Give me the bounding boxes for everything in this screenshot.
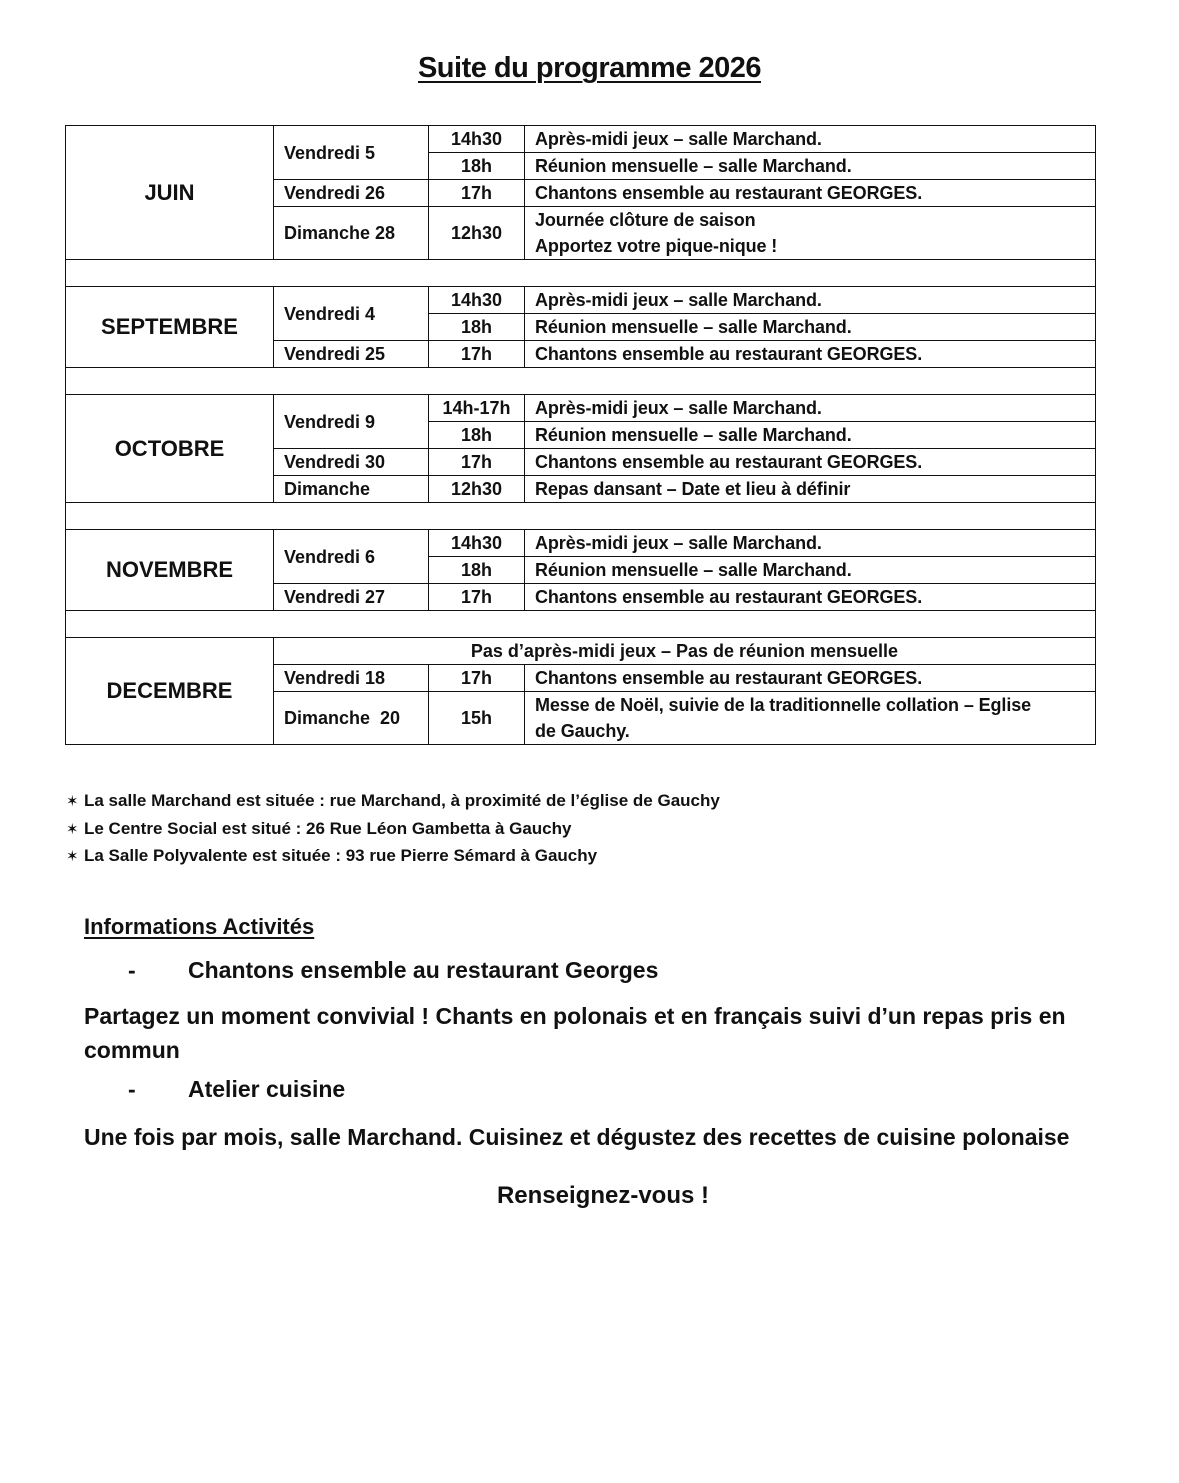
activity-cell: Après-midi jeux – salle Marchand. (525, 395, 1096, 422)
info-heading-text: Chantons ensemble au restaurant Georges (188, 957, 659, 983)
time-cell: 14h30 (429, 126, 525, 153)
info-section-title: Informations Activités (84, 914, 315, 939)
time-cell: 18h (429, 422, 525, 449)
activity-cell: Repas dansant – Date et lieu à définir (525, 476, 1096, 503)
program-table (65, 125, 1096, 745)
spacer-row (66, 503, 1096, 530)
activity-cell: Après-midi jeux – salle Marchand. (525, 126, 1096, 153)
footnote-item (66, 788, 720, 816)
activity-cell: Chantons ensemble au restaurant GEORGES. (525, 341, 1096, 368)
page-title-text: Suite du programme 2026 (417, 52, 762, 84)
table-row (66, 530, 1096, 557)
activity-cell: Chantons ensemble au restaurant GEORGES. (525, 584, 1096, 611)
activity-cell: Après-midi jeux – salle Marchand. (525, 530, 1096, 557)
page-title (0, 52, 1179, 85)
time-cell: 14h30 (429, 530, 525, 557)
activity-cell (525, 207, 1096, 260)
info-item-heading (128, 957, 658, 984)
info-item-heading (128, 1076, 345, 1103)
activity-cell: Après-midi jeux – salle Marchand. (525, 287, 1096, 314)
day-cell: Vendredi 6 (274, 530, 429, 584)
month-label: DECEMBRE (66, 638, 274, 745)
footnote-text: Le Centre Social est situé : 26 Rue Léon Gambetta à Gauchy (84, 818, 572, 838)
dash-bullet-icon: - (128, 1076, 136, 1102)
activity-cell: Réunion mensuelle – salle Marchand. (525, 557, 1096, 584)
asterisk-icon: ✶ (66, 848, 79, 865)
info-item-text: Partagez un moment convivial ! Chants en polonais et en français suivi d’un repas pris en commun (84, 1003, 1066, 1063)
time-cell: 18h (429, 314, 525, 341)
time-cell: 17h (429, 584, 525, 611)
activity-cell: Chantons ensemble au restaurant GEORGES. (525, 665, 1096, 692)
info-heading-text: Atelier cuisine (188, 1076, 346, 1102)
table-row (66, 638, 1096, 665)
day-cell: Vendredi 9 (274, 395, 429, 449)
month-label: JUIN (66, 126, 274, 260)
activity-cell: Chantons ensemble au restaurant GEORGES. (525, 180, 1096, 207)
activity-cell: Réunion mensuelle – salle Marchand. (525, 314, 1096, 341)
activity-line: Apportez votre pique-nique ! (535, 236, 778, 256)
day-cell: Vendredi 26 (274, 180, 429, 207)
asterisk-icon: ✶ (66, 793, 79, 810)
day-cell: Vendredi 4 (274, 287, 429, 341)
month-label: SEPTEMBRE (66, 287, 274, 368)
day-cell: Vendredi 5 (274, 126, 429, 180)
time-cell: 12h30 (429, 207, 525, 260)
activity-line: Journée clôture de saison (535, 210, 756, 230)
spacer-row (66, 260, 1096, 287)
table-row (66, 126, 1096, 153)
table-row (66, 395, 1096, 422)
spacer-row (66, 368, 1096, 395)
day-cell: Dimanche 20 (274, 692, 429, 745)
closing-call-to-action: Renseignez-vous ! (496, 1182, 710, 1209)
time-cell: 14h-17h (429, 395, 525, 422)
month-label: NOVEMBRE (66, 530, 274, 611)
day-cell: Dimanche (274, 476, 429, 503)
activity-line: Messe de Noël, suivie de la traditionnelle collation – Eglise (535, 695, 1032, 715)
activity-cell: Chantons ensemble au restaurant GEORGES. (525, 449, 1096, 476)
day-cell: Vendredi 18 (274, 665, 429, 692)
time-cell: 17h (429, 449, 525, 476)
venue-footnotes (66, 788, 720, 871)
time-cell: 17h (429, 341, 525, 368)
table-row (66, 287, 1096, 314)
footnote-text: La salle Marchand est située : rue Marchand, à proximité de l’église de Gauchy (84, 791, 720, 810)
day-cell: Vendredi 27 (274, 584, 429, 611)
activity-cell (525, 692, 1096, 745)
time-cell: 18h (429, 153, 525, 180)
footnote-text: La Salle Polyvalente est située : 93 rue Pierre Sémard à Gauchy (84, 846, 598, 865)
time-cell: 18h (429, 557, 525, 584)
day-cell: Dimanche 28 (274, 207, 429, 260)
activity-line: de Gauchy. (535, 721, 630, 741)
activity-cell: Réunion mensuelle – salle Marchand. (525, 422, 1096, 449)
time-cell: 15h (429, 692, 525, 745)
activity-cell: Réunion mensuelle – salle Marchand. (525, 153, 1096, 180)
day-cell: Vendredi 30 (274, 449, 429, 476)
asterisk-icon: ✶ (66, 820, 79, 838)
footnote-item (66, 816, 720, 844)
month-label: OCTOBRE (66, 395, 274, 503)
time-cell: 17h (429, 665, 525, 692)
spacer-row (66, 611, 1096, 638)
dash-bullet-icon: - (128, 957, 136, 983)
info-item-text: Une fois par mois, salle Marchand. Cuisinez et dégustez des recettes de cuisine polonaise (84, 1124, 1070, 1150)
day-cell: Vendredi 25 (274, 341, 429, 368)
month-note: Pas d’après-midi jeux – Pas de réunion mensuelle (274, 638, 1096, 665)
footnote-item (66, 843, 720, 871)
time-cell: 17h (429, 180, 525, 207)
time-cell: 12h30 (429, 476, 525, 503)
time-cell: 14h30 (429, 287, 525, 314)
